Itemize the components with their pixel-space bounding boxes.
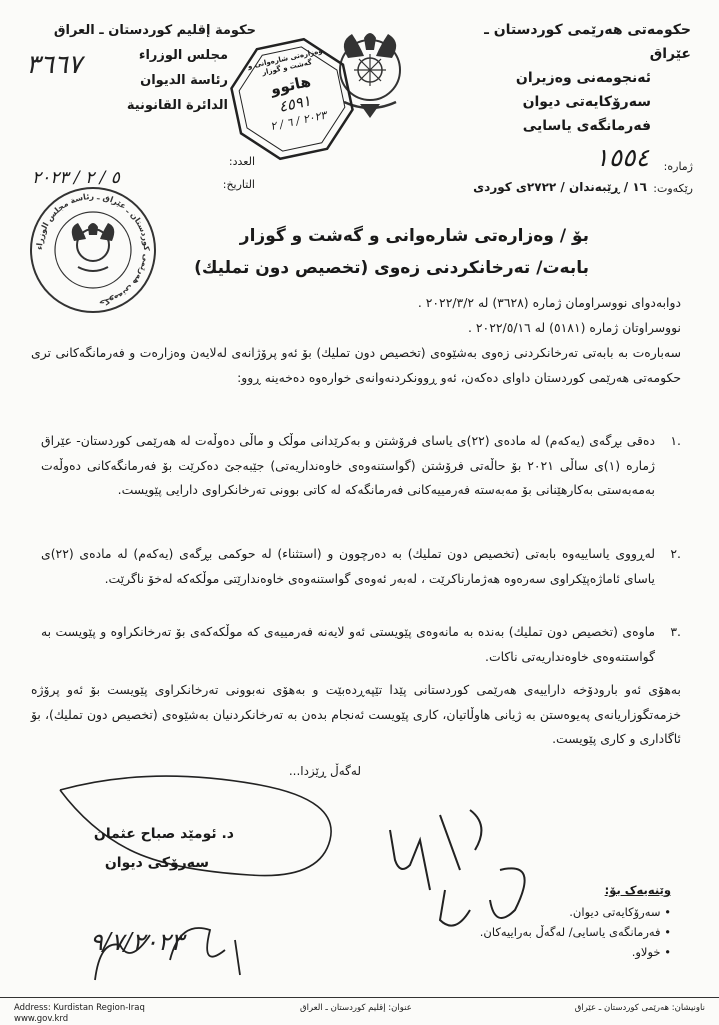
signatory-name: د. ئومێد صباح عثمان	[93, 826, 234, 842]
intro-paragraph: سەبارەت بە بابەتی تەرخانکردنی زەوی بەشێوەی (تخصيص دون تمليك) بۆ ئەو پرۆژانەی لەلایەن وەزارەت و فەرمانگەکانی تری حکومەتی هەرێمی کوردستان داوای دەکەن، ئەو ڕوونکردنەوانەی خوارەوە دەخەینە ڕوو:	[31, 345, 681, 385]
header-ku-line2: ئەنجومەنی وەزیران	[515, 70, 651, 86]
signatory-title: سەرۆکی دیوان	[104, 855, 209, 871]
footer-address-ar: عنوان: إقليم كوردستان ـ العراق	[300, 1003, 412, 1013]
header-ku-line1: حکومەتی هەرێمی کوردستان ـ عێراق	[484, 22, 691, 62]
item-number: .٣	[670, 624, 681, 639]
document-date-ku: ١٦ / ڕێبەندان / ٢٧٢٢ی کوردی	[473, 180, 647, 194]
item-number: .٢	[670, 546, 681, 561]
conclusion-paragraph: بەهۆی ئەو بارودۆخە داراییەی هەرێمی کوردستانی پێدا تێپەڕدەبێت و بەهۆی نەبوونی تەرخانکراوی پێویست بۆ ئەو پرۆژە خزمەتگوزاریانەی پەیوەستن بە ژیانی هاوڵاتیان، کاری پێویست ئەنجام بدەن بە تەرخانکردنیان بەشێوەی (تخصيص دون تمليك)، بۆ ئاگاداری و کاری پێویست.	[31, 682, 681, 746]
copies-heading: وێنەیەک بۆ:	[604, 883, 671, 897]
subject: بابەت/ تەرخانکردنی زەوی (تخصيص دون تمليك)	[194, 258, 589, 278]
list-item	[41, 620, 681, 669]
date-label-ku: رێکەوت:	[653, 182, 693, 195]
header-ku-line4: فەرمانگەی یاسایی	[522, 118, 651, 134]
footer-address-en: Address: Kurdistan Region-Iraq	[14, 1003, 145, 1013]
item-number: .١	[670, 433, 681, 448]
document-number: ١٥٥٤	[595, 143, 649, 172]
round-stamp-text: حکومەتی هەرێمی کوردستان ـ عێراق ـ رئاسة مجلس الوزراء	[34, 191, 152, 308]
reference-1: دوابەدوای نووسراومان ژمارە (٣٦٢٨) لە ٢٠٢٢/٣/٢ .	[417, 295, 681, 310]
date-label-ar: التاريخ:	[222, 178, 255, 191]
header-ku-line3: سەرۆکایەتی دیوان	[522, 94, 651, 110]
handwritten-note: ٩/٧/٢٠٢٣	[90, 928, 184, 956]
date-value-ar: ٥ / ٢ / ٢٠٢٣	[32, 168, 120, 188]
copy-recipient: • خولاو.	[631, 945, 671, 959]
header-ar-line3: رئاسة الديوان	[140, 73, 228, 88]
addressee: بۆ / وەزارەتی شارەوانی و گەشت و گوزار	[239, 226, 589, 246]
item-text: لەڕووی یاساییەوە بابەتی (تخصيص دون تمليك) بە دەرچوون و (استثناء) لە حوکمی بڕگەی (یەکەم) لە مادەی (٢٢)ی یاسای ئاماژەپێکراوی سەرەوە هەژمارناکرێت ، لەبەر ئەوەی گواستنەوەی خاوەندارێتی موڵکەکە لەخۆ ناگرێت.	[41, 546, 655, 586]
footer-address-ku: ناونیشان: هەرێمی کوردستان ـ عێراق	[574, 1003, 705, 1013]
footer	[0, 997, 719, 1025]
stamp-date: ٢٠٢٣ / ٦ / ٢	[269, 108, 328, 134]
copy-recipient: • سەرۆکایەتی دیوان.	[569, 905, 671, 919]
header-kurdish	[451, 18, 691, 138]
reference-2: نووسراوتان ژمارە (٥١٨١) لە ٢٠٢٢/٥/١٦ .	[468, 320, 681, 335]
header-ar-line1: حكومة إقليم كوردستان ـ العراق	[53, 23, 256, 38]
header-ar-line2: مجلس الوزراء	[138, 48, 228, 63]
item-text: دەقی بڕگەی (یەکەم) لە مادەی (٢٢)ی یاسای فرۆشتن و بەکرێدانی موڵک و ماڵی دەوڵەت لە هەرێمی کوردستان- عێراق ژمارە (١)ی ساڵی ٢٠٢١ بۆ حاڵەتی فرۆشتن (گواستنەوەی خاوەنداریەتی) جێبەجێ دەکرێت بۆ فەرمانگەکانی دەوڵەت بەمەبەستی بەکارهێنانی بۆ مەبەستە فەرمییەکانی فەرمانگەکە لە کاتی بوونی تەرخانکراوی دارایی پێویست.	[41, 433, 655, 497]
number-label-ar: العدد:	[228, 155, 255, 168]
registry-number: ٣٦٦٧	[26, 50, 82, 80]
stamp-received: هاتوو	[269, 72, 313, 99]
list-item	[41, 542, 681, 591]
stamp-ministry: وەزارەتی شارەوانی و گەشت و گوزار	[247, 46, 324, 77]
footer-website: www.gov.krd	[14, 1014, 69, 1024]
list-item	[41, 429, 681, 503]
header-ar-line4: الدائرة القانونية	[126, 98, 228, 113]
closing-greeting: لەگەڵ ڕێزدا...	[288, 764, 361, 778]
item-text: ماوەی (تخصيص دون تمليك) بەندە بە مانەوەی پێویستی ئەو لایەنە فەرمییەی کە موڵکەکەی بۆ تەرخانکراوە و پێویست بە گواستنەوەی خاوەنداریەتی ناکات.	[41, 624, 655, 664]
stamp-incoming-number: ٤٥٩١	[277, 91, 313, 116]
copies-section	[471, 880, 671, 962]
received-stamp	[232, 40, 352, 158]
number-label-ku: ژمارە:	[663, 160, 693, 173]
copy-recipient: • فەرمانگەی یاسایی/ لەگەڵ بەراییەکان.	[479, 925, 671, 939]
